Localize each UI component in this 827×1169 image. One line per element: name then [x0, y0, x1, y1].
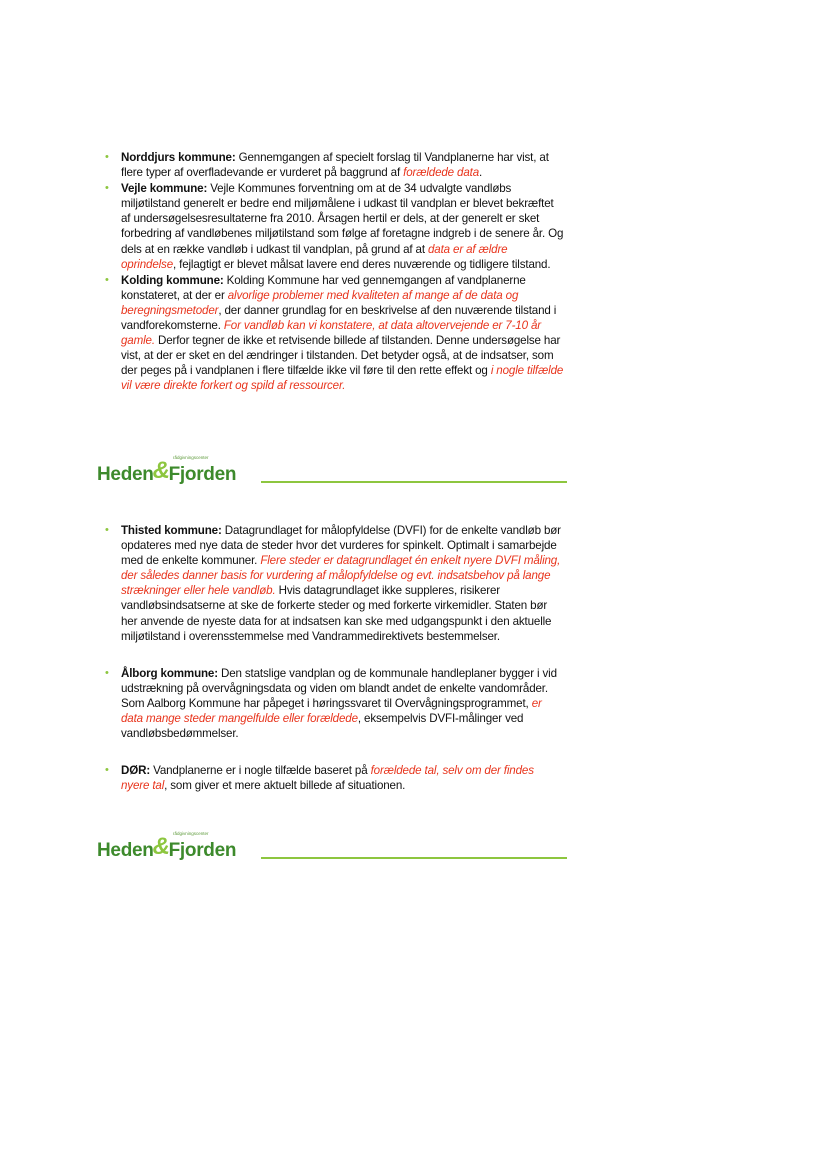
- logo-word-heden: Heden: [97, 840, 154, 861]
- item-text: [121, 182, 563, 270]
- logo-row-2: [97, 831, 567, 861]
- highlighted-text: er data mange steder mangelfulde eller forældede: [121, 696, 542, 726]
- item-aalborg: [105, 666, 565, 741]
- text-segment: Den statslige vandplan og de kommunale handleplaner bygger i vid udstrækning på overvågningsdata og viden om blandt andet de enkelte vandområder. Som Aalborg Kommune har påpeget i høringssvaret til Overvågningsprogrammet,: [121, 666, 557, 710]
- logo-tagline: rådgivningscenter: [173, 455, 209, 460]
- heden-fjorden-logo: [97, 831, 236, 861]
- text-segment: Vandplanerne er i nogle tilfælde baseret på: [150, 764, 371, 778]
- section-2: [105, 523, 565, 793]
- text-segment: Gennemgangen af specielt forslag til Vandplanerne har vist, at flere typer af overfladevande er vurderet på baggrund af: [121, 151, 549, 180]
- divider-line: [261, 857, 567, 859]
- text-segment: , som giver et mere aktuelt billede af situationen.: [164, 779, 406, 793]
- logo-ampersand: &: [152, 457, 170, 484]
- highlighted-text: data er af ældre oprindelse: [121, 242, 508, 271]
- text-segment: Datagrundlaget for målopfyldelse (DVFI) for de enkelte vandløb bør opdateres med nye data de steder hvor det vurderes for spinkelt. Optimalt i samarbejde med de enkelte kommuner.: [121, 524, 561, 568]
- highlighted-text: Flere steder er datagrundlaget én enkelt nyere DVFI måling, der således danner basis for vurdering af målopfyldelse og evt. indsatsbehov på lange strækninger eller hele vandløb.: [121, 554, 561, 598]
- logo-ampersand: &: [152, 833, 170, 860]
- section-1: [105, 150, 565, 394]
- text-segment: Derfor tegner de ikke et retvisende billede af tilstanden. Denne undersøgelse har vist, at der er sket en del ændringer i tilstanden. Det betyder også, at de indsatser, som der peges på i vandplanen i flere tilfælde ikke vil føre til den rette effekt og: [121, 334, 561, 378]
- item-text: [121, 764, 534, 792]
- divider-line: [261, 481, 567, 483]
- text-segment: , fejlagtigt er blevet målsat lavere end deres nuværende og tidligere tilstand.: [173, 257, 551, 271]
- highlighted-text: forældede tal, selv om der findes nyere tal: [121, 764, 534, 793]
- bullet-icon: •: [105, 273, 109, 286]
- bullet-icon: •: [105, 764, 109, 777]
- bullet-icon: •: [105, 151, 109, 163]
- item-thisted: [105, 523, 565, 644]
- text-segment: , der danner grundlag for en beskrivelse af den nuværende tilstand i vandforekomsterne.: [121, 303, 557, 333]
- text-segment: .: [479, 166, 483, 180]
- item-lead: Thisted kommune:: [121, 524, 222, 537]
- item-lead: Kolding kommune:: [121, 273, 224, 287]
- highlighted-text: alvorlige problemer med kvaliteten af mange af de data og beregningsmetoder: [121, 288, 519, 317]
- heden-fjorden-logo: [97, 455, 236, 485]
- text-segment: , eksempelvis DVFI-målinger ved vandløbsbedømmelser.: [121, 712, 524, 741]
- item-lead: Ålborg kommune:: [121, 666, 218, 680]
- item-norddjurs: [105, 150, 565, 180]
- bullet-icon: •: [105, 666, 109, 679]
- item-vejle: [105, 181, 565, 272]
- logo-tagline: rådgivningscenter: [173, 831, 209, 836]
- item-lead: Vejle kommune:: [121, 182, 208, 196]
- text-segment: Kolding Kommune har ved gennemgangen af vandplanerne konstateret, at der er: [121, 273, 526, 302]
- highlighted-text: i nogle tilfælde vil være direkte forkert og spild af ressourcer.: [121, 364, 564, 393]
- item-text: [121, 524, 561, 643]
- text-segment: Vejle Kommunes forventning om at de 34 udvalgte vandløbs miljøtilstand generelt er bedre end miljømålene i udkast til vandplan er blevet bekræftet af undersøgelsesresultaterne fra 2010. Årsagen hertil er dels, at der generelt er sket forbedring af vandløbenes miljøtilstand som følge af foretagne indgreb i de senere år. Og dels at en række vandløb i udkast til vandplan, på grund af at: [121, 182, 564, 256]
- logo-word-fjorden: Fjorden: [168, 464, 237, 485]
- item-dor: [105, 763, 565, 793]
- item-lead: DØR:: [121, 764, 151, 778]
- bullet-icon: •: [105, 182, 109, 195]
- item-kolding: [105, 273, 565, 394]
- text-segment: Hvis datagrundlaget ikke suppleres, risikerer vandløbsindsatserne at ske de forkerte steder og med forkerte virkemidler. Staten bør her anvende de nyeste data for at indsatsen kan ske med udgangspunkt i den aktuelle miljøtilstand i overensstemmelse med Vandrammedirektivets bestemmelser.: [121, 584, 552, 643]
- highlighted-text: For vandløb kan vi konstatere, at data altovervejende er 7-10 år gamle.: [121, 319, 541, 348]
- logo-word-fjorden: Fjorden: [168, 840, 237, 861]
- logo-row-1: [97, 455, 567, 485]
- bullet-icon: •: [105, 524, 109, 536]
- item-text: [121, 274, 563, 393]
- item-lead: Norddjurs kommune:: [121, 151, 236, 164]
- highlighted-text: forældede data: [403, 166, 480, 180]
- logo-word-heden: Heden: [97, 464, 154, 485]
